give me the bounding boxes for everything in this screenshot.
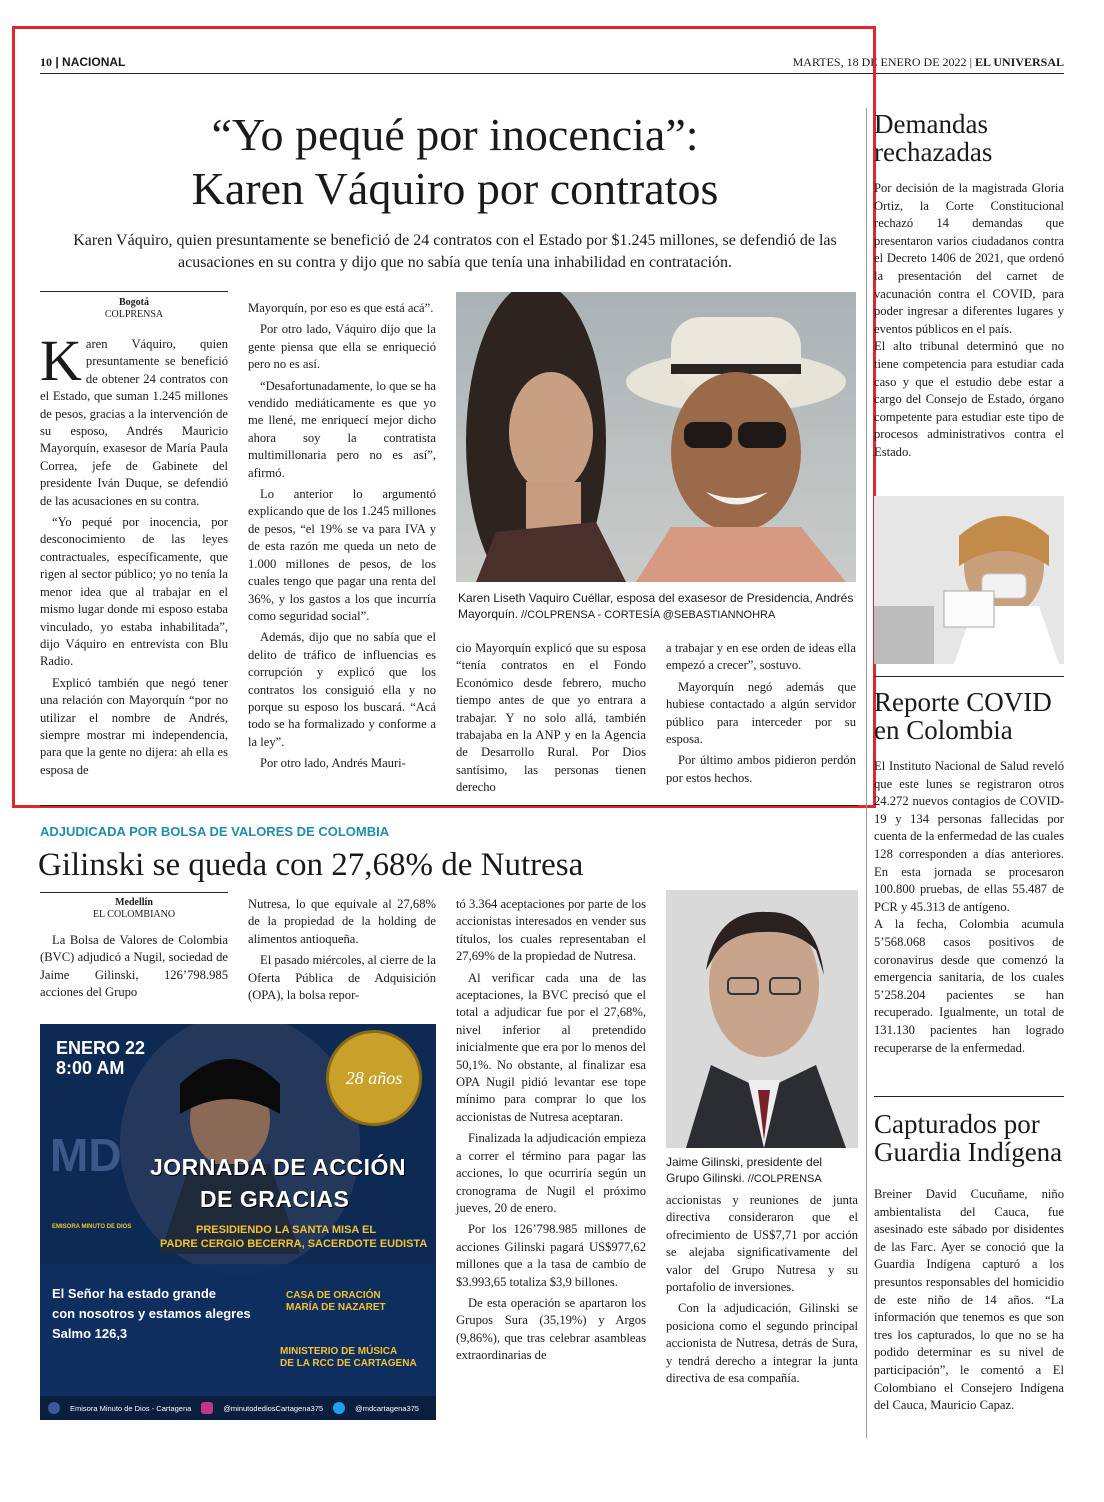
ad-sub-1: PRESIDIENDO LA SANTA MISA EL <box>196 1224 377 1236</box>
story2-dateline-agency: EL COLOMBIANO <box>92 909 176 920</box>
paper-name: EL UNIVERSAL <box>974 55 1064 69</box>
main-photo-caption: Karen Liseth Vaquiro Cuéllar, esposa del exasesor de Presidencia, Andrés Mayorquín. //COLPRENSA - CORTESÍA @SEBASTIANNOHRA <box>458 591 854 621</box>
station-name: EMISORA MINUTO DE DIOS <box>52 1224 132 1230</box>
sidebar-text-capturados: Breiner David Cucuñame, niño ambientalista del Cauca, fue asesinado este sábado por disidentes de las Farc. Ayer se conoció que la Guardia Indígena capturó a los presuntos responsables del homicidio de este niño de 14 años. “La información que tenemos es que son tres los capturados, lo que no se ha podido determinar es su nivel de participación”, le comentó a El Colombiano el Consejero Indígena del Cauca, Mauricio Capaz. <box>874 1187 1064 1413</box>
headline-line-1: “Yo pequé por inocencia”: <box>211 109 699 160</box>
seal-text: 28 años <box>345 1067 403 1088</box>
ad-date: ENERO 22 <box>56 1038 146 1058</box>
main-col-2: Mayorquín, por eso es que está acá”. Por otro lado, Váquiro dijo que la gente piensa que ella se enriqueció pero no es así. “Desafortunadamente, lo que se ha vendido mediáticamente es que yo me llené, me enriquecí mejor dicho ahora soy la contratista multimillonaria pero no es así”, afirmó. Lo anterior lo argumentó explicando que de los 1.245 millones de pesos, “el 19% se va para IVA y de esta razón me queda un neto de 1.000 millones de pesos, de los cuales tengo que pagar una renta del 36%, y los gastos a los que incurría como seguridad social”. Además, dijo que no sabía que el delito de tráfico de influencias es corrupción y explicó que los contratos los consiguió ella y no porque su esposo los buscará. “Acá todo se ha formalizado y conforme a la ley”. Por otro lado, Andrés Mauri- <box>248 301 436 771</box>
dropcap: K <box>40 328 82 393</box>
sidebar-text-demandas: Por decisión de la magistrada Gloria Ortiz, la Corte Constitucional rechazó 14 demandas que presentaron varios ciudadanos contra el Decreto 1406 de 2021, que ordenó la presentación del carnet de vacunación contra el COVID, para poder ingresar a diferentes lugares y eventos públicos en el país. El alto tribunal determinó que no tiene competencia para estudiar cada caso y que el estudio debe estar a cargo del Consejo de Estado, órgano competente para estudiar este tipo de procesos administrativos contra el Estado. <box>874 181 1064 459</box>
sidebar-title-demandas: Demandas rechazadas <box>874 109 993 167</box>
ad-verse-1: El Señor ha estado grande <box>52 1286 216 1301</box>
ad-place-1: CASA DE ORACIÓN <box>286 1290 381 1301</box>
highlight-box <box>12 26 876 808</box>
section-name: NACIONAL <box>62 55 126 69</box>
sidebar-title-covid: Reporte COVID en Colombia <box>874 687 1052 745</box>
main-deck: Karen Váquiro, quien presuntamente se benefició de 24 contratos con el Estado por $1.245 millones, se defendió de las acusaciones en su contra y dijo que no sabía que tenía una inhabilidad en contratación. <box>73 232 837 271</box>
ad-sub-2: PADRE CERGIO BECERRA, SACERDOTE EUDISTA <box>160 1238 428 1250</box>
gilinski-caption: Jaime Gilinski, presidente del Grupo Gilinski. //COLPRENSA <box>666 1155 823 1185</box>
ad-place-2: MARÍA DE NAZARET <box>286 1302 386 1313</box>
main-dateline-city: Bogotá <box>119 297 149 308</box>
twitter-icon <box>333 1402 345 1414</box>
story2-headline: Gilinski se queda con 27,68% de Nutresa <box>38 847 584 883</box>
ad-title-1: JORNADA DE ACCIÓN <box>150 1154 406 1180</box>
main-col-1: Karen Váquiro, quien presuntamente se benefició de obtener 24 contratos con el Estado, que suman 1.245 millones de pesos, gracias a la intervención de su esposo, Andrés Mauricio Mayorquín, exasesor de María Paula Correa, jefe de Gabinete del presidente Iván Duque, se defendió de las acusaciones en su contra. “Yo pequé por inocencia, por desconocimiento de las leyes contractuales, específicamente, que rigen al sector público; yo no tenía la menor idea que al trabajar en el mismo lugar donde mi esposo estaba vinculado, yo estaba inhabilitada”, dijo Váquiro en entrevista con Blu Radio. Explicó también que negó tener una relación con Mayorquín “por no utilizar el nombre de Andrés, siempre mostrar mi independencia, para que la gente no dijera: ah ella es esposa de <box>40 328 228 777</box>
ad-social-bar: Emisora Minuto de Dios - Cartagena @minutodediosCartagena375 @mdcartagena375 <box>40 1396 436 1420</box>
ad-title-2: DE GRACIAS <box>200 1186 350 1212</box>
gilinski-photo <box>666 890 858 1148</box>
story2-dateline-city: Medellín <box>115 897 153 908</box>
main-col-4: a trabajar y en ese orden de ideas ella empezó a crecer”, sostuvo. Mayorquín negó además que hubiese contactado a algún servidor público para interceder por su esposa. Por último ambos pidieron perdón por estos hechos. <box>666 641 856 785</box>
sidebar-text-covid: El Instituto Nacional de Salud reveló que este lunes se registraron otros 24.272 nuevos contagios de COVID-19 y 134 personas fallecidas por cuenta de la enfermedad de las cuales 128 corresponden a días anteriores. En esta jornada se procesaron 100.800 pruebas, de ellas 55.487 de PCR y 45.313 de antígeno. A la fecha, Colombia acumula 5’568.068 casos positivos de coronavirus desde que comenzó la emergencia sanitaria, de los cuales 5’258.204 pacientes se han recuperado. Igualmente, un total de 131.130 pacientes han logrado recuperarse de la enfermedad. <box>874 759 1064 1055</box>
anniversary-seal <box>326 1030 422 1126</box>
ad-time: 8:00 AM <box>56 1058 125 1078</box>
page-number: 10 <box>40 55 52 69</box>
ad-ministry-1: MINISTERIO DE MÚSICA <box>280 1346 398 1357</box>
headline-line-2: Karen Váquiro por contratos <box>191 163 719 214</box>
story2-kicker: ADJUDICADA POR BOLSA DE VALORES DE COLOMBIA <box>40 824 390 839</box>
event-advertisement <box>40 1024 436 1420</box>
story2-col-4: accionistas y reuniones de junta directiva consideraron que el ofrecimiento de US$7,71 por acción se alejaba significativamente del valor del Grupo Nutresa y su portafolio de inversiones. Con la adjudicación, Gilinski se posiciona como el segundo principal accionista de Nutresa, detrás de Sura, y tendrá derecho a integrar la junta directiva de esa compañía. <box>666 1193 858 1386</box>
md-logo: MD <box>50 1129 122 1181</box>
story2-col-2: Nutresa, lo que equivale al 27,68% de la propiedad de la holding de alimentos antioqueña. El pasado miércoles, al cierre de la Oferta Pública de Adquisición (OPA), la bolsa repor- <box>248 897 436 1003</box>
facebook-icon <box>48 1402 60 1414</box>
main-dateline-agency: COLPRENSA <box>104 309 164 320</box>
instagram-icon <box>201 1402 213 1414</box>
main-col-3: cio Mayorquín explicó que su esposa “tenía contratos en el Fondo Económico desde febrero, mucho tiempo antes de que yo entrara a trabajar. Y no solo allá, también trabajaba en la ANP y en la Agencia de Desarrollo Rural. Por Dios santísimo, las personas tienen derecho <box>456 641 646 795</box>
ad-ministry-2: DE LA RCC DE CARTAGENA <box>280 1358 417 1369</box>
page-header: 10 | NACIONAL MARTES, 18 DE ENERO DE 2022 | EL UNIVERSAL <box>40 55 1064 69</box>
ad-verse-3: Salmo 126,3 <box>52 1326 128 1341</box>
sidebar-title-capturados: Capturados por Guardia Indígena <box>874 1109 1063 1167</box>
story2-col-1: La Bolsa de Valores de Colombia (BVC) adjudicó a Nugil, sociedad de Jaime Gilinski, 126’798.985 acciones del Grupo <box>40 933 228 1000</box>
vaccination-photo <box>874 496 1064 664</box>
story2-col-3: tó 3.364 aceptaciones por parte de los accionistas interesados en vender sus títulos, los cuales representaban el 27,69% de la propiedad de Nutresa. Al verificar cada una de las aceptaciones, la BVC precisó que el total a adjudicar fue por el 27,68%, nivel inferior al pretendido inicialmente que era por lo menos del 50,1%. No obstante, al finalizar esa OPA Nugil pidió levantar ese tope mínimo para comprar lo que los accionistas de Nutresa aceptaran. Finalizada la adjudicación empieza a correr el término para pagar las acciones, lo que ocurriría según un cronograma de Nugil el próximo jueves, 20 de enero. Por los 126’798.985 millones de acciones Gilinski pagará US$977,62 millones que a la tasa de cambio de $3.993,65 totaliza $3,9 billones. De esta operación se apartaron los Grupos Sura (35,19%) y Argos (9,86%), que tras celebrar asambleas extraordinarias de <box>456 897 646 1363</box>
issue-date: MARTES, 18 DE ENERO DE 2022 <box>792 55 967 69</box>
ad-verse-2: con nosotros y estamos alegres <box>52 1306 251 1321</box>
